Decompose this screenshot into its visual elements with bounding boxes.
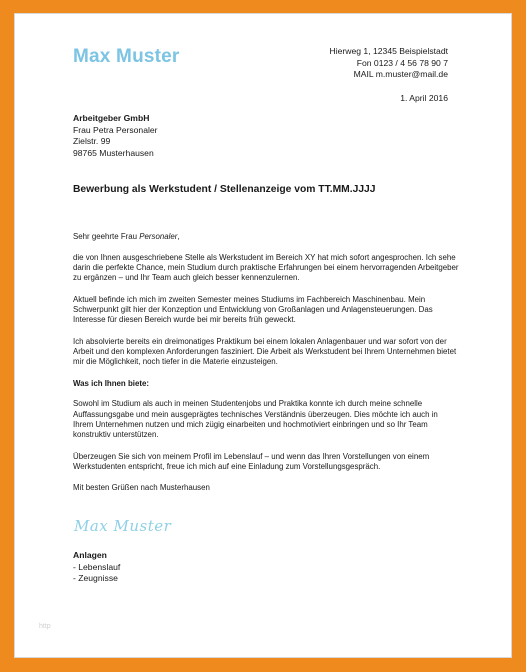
body-paragraph-2: Aktuell befinde ich mich im zweiten Semester meines Studiums im Fachbereich Maschinenbau. Mein Schwerpunkt gilt hier der Konzeption und Entwicklung von Großanlagen und Anlagensteuerungen. Das Interesse für diesen Bereich wurde bei mir bereits früh geweckt. — [73, 294, 433, 325]
body-subheading: Was ich Ihnen biete: — [73, 378, 149, 388]
attachment-item: - Zeugnisse — [73, 573, 118, 583]
handwritten-signature: Max Muster — [74, 517, 172, 535]
recipient-street: Zielstr. 99 — [73, 136, 111, 146]
letter-date: 1. April 2016 — [400, 93, 448, 103]
salutation-suffix: , — [177, 232, 180, 241]
attachments-title: Anlagen — [73, 550, 107, 560]
sender-contact-block — [330, 46, 448, 81]
letter-page — [14, 13, 512, 658]
body-paragraph-1: die von Ihnen ausgeschriebene Stelle als Werkstudent im Bereich XY hat mich sofort angesprochen. Ich sehe darin die perfekte Chance, mein Studium durch praktische Erfahrungen bei einem hervorragenden Arbeitgeber zu ergänzen – und Ihr Team auch gleich besser kennenzulernen. — [73, 252, 459, 283]
salutation-name: Personaler — [139, 232, 178, 241]
recipient-company: Arbeitgeber GmbH — [73, 113, 150, 123]
body-paragraph-3: Ich absolvierte bereits ein dreimonatiges Praktikum bei einem lokalen Anlagenbauer und war sofort von der Arbeit und den komplexen Anforderungen fasziniert. Die Arbeit als Werkstudent bei Ihrem Unternehmen bietet mir die Möglichkeit, noch tiefer in die Materie einzusteigen. — [73, 336, 457, 367]
salutation-prefix: Sehr geehrte Frau — [73, 232, 140, 241]
salutation — [73, 232, 459, 242]
letter-body — [73, 232, 459, 494]
sender-phone: Fon 0123 / 4 56 78 90 7 — [356, 57, 448, 68]
attachments-block — [73, 550, 120, 585]
recipient-city: 98765 Musterhausen — [73, 147, 154, 158]
recipient-address-block — [73, 113, 158, 159]
body-paragraph-5: Überzeugen Sie sich von meinem Profil im Lebenslauf – und wenn das Ihren Vorstellungen von einem Werkstudenten entspricht, freue ich mich auf eine Einladung zum Vorstellungsgespräch. — [73, 451, 430, 472]
body-paragraph-4: Sowohl im Studium als auch in meinen Studentenjobs und Praktika konnte ich durch meine schnelle Auffassungsgabe und mein ausgeprägtes technisches Verständnis überzeugen. Dies möchte ich auch in Ihrem Unternehmen nutzen und mich zügig einarbeiten und hochmotiviert einbringen und so Ihr Team konstruktiv unterstützen. — [73, 399, 438, 440]
letter-subject: Bewerbung als Werkstudent / Stellenanzeige vom TT.MM.JJJJ — [73, 184, 376, 195]
sender-address: Hierweg 1, 12345 Beispielstadt — [329, 46, 448, 56]
sender-email: MAIL m.muster@mail.de — [353, 69, 448, 79]
attachment-item: - Lebenslauf — [73, 561, 121, 572]
watermark-text: http — [39, 623, 51, 630]
recipient-contact: Frau Petra Personaler — [73, 124, 158, 135]
sender-name: Max Muster — [73, 46, 180, 67]
closing-line: Mit besten Grüßen nach Musterhausen — [73, 483, 210, 493]
